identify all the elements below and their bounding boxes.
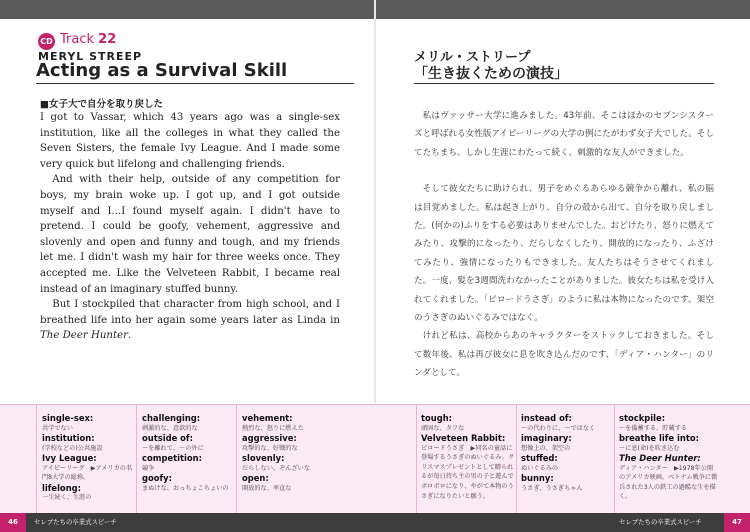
- glossary-definition: まぬけな、おっちょこちょいの: [142, 484, 229, 492]
- glossary-definition: ぬいぐるみの: [521, 464, 559, 472]
- track-label: Track: [60, 32, 95, 47]
- glossary-definition: 競争: [142, 464, 155, 472]
- english-paragraph-3-end: .: [127, 330, 132, 342]
- glossary-definition: 開放的な、率直な: [242, 484, 292, 492]
- glossary-definition: ～を離れて、～の外に: [142, 444, 204, 452]
- glossary-separator: [416, 405, 417, 514]
- glossary-term: competition:: [142, 453, 202, 464]
- glossary-term: goofy:: [142, 473, 172, 484]
- japanese-paragraph-2: そして彼女たちに助けられ、男子をめぐるあらゆる競争から離れ、私の脳は目覚めました。私は起き上がり、自分の殻から出て、自分を取り戻しました。(何かの)ふりをする必要はありませんでした。おどけたり、怒りに燃えてみたり、攻撃的になったり、だらしなくしたり、開放的になったり、ふざけてみたり、強情になったりもできました。友人たちはそうさせてくれました。一度、髪を3週間洗わなかったことがありました。彼女たちは私を受け入れてくれました。「ビロードうさぎ」のように私は本物になったのです。架空のうさぎのぬいぐるみではなく。: [414, 184, 714, 324]
- running-title-right: セレブたちの卒業式スピーチ: [619, 518, 702, 526]
- glossary-panel: [0, 404, 750, 514]
- section-heading: ■女子大で自分を取り戻した: [40, 99, 163, 110]
- glossary-term: stockpile:: [619, 413, 666, 423]
- glossary-term: tough:: [421, 413, 453, 423]
- english-paragraph-1: I got to Vassar, which 43 years ago was a single-sex institution, like all the colleges in what they called the Seven Sisters, the female Ivy League. And I made some very quick but lifelong and challenging friends.: [40, 112, 340, 170]
- film-title: The Deer Hunter: [40, 330, 128, 342]
- glossary-term: instead of:: [521, 413, 572, 423]
- title-divider-jp: [414, 83, 714, 84]
- speaker-name: MERYL STREEP: [38, 50, 143, 63]
- glossary-definition: ～に息(命)を吹き込む: [619, 444, 680, 452]
- track-indicator: [60, 32, 116, 47]
- glossary-term: The Deer Hunter:: [619, 453, 701, 464]
- glossary-definition: (学校などの)公共施設: [42, 444, 103, 452]
- glossary-term: vehement:: [242, 413, 293, 423]
- glossary-definition: うさぎ、うさぎちゃん: [521, 484, 583, 492]
- japanese-translation: [414, 107, 714, 383]
- running-title-left: セレブたちの卒業式スピーチ: [34, 518, 117, 526]
- glossary-definition: 一生続く、生涯の: [42, 494, 92, 502]
- glossary-term: challenging:: [142, 413, 201, 423]
- glossary-definition: アイビーリーグ ▶アメリカの名門8大学の総称。: [42, 464, 133, 482]
- glossary-separator: [516, 405, 517, 514]
- glossary-column-4: [421, 413, 515, 501]
- english-text: [40, 110, 340, 344]
- glossary-term: Velveteen Rabbit:: [421, 433, 506, 444]
- english-paragraph-2: And with their help, outside of any competition for boys, my brain woke up. I got up, and I got outside myself and I...I found myself again. I didn't have to pretend. I could be goofy, vehement, aggressive and slovenly and open and funny and tough, and my friends let me. I didn't wash my hair for three weeks once. They accepted me. Like the Velveteen Rabbit, I became real instead of an imaginary stuffed bunny.: [40, 174, 340, 295]
- cd-icon: CD: [38, 33, 55, 50]
- glossary-definition: 熱烈な、怒りに燃えた: [242, 424, 304, 432]
- glossary-term: outside of:: [142, 433, 193, 444]
- english-paragraph-3: [40, 297, 340, 344]
- glossary-definition: ～を備蓄する、貯蔵する: [619, 424, 688, 432]
- speaker-name-jp: メリル・ストリープ: [414, 50, 531, 65]
- glossary-definition: だらしない、ぞんざいな: [242, 464, 311, 472]
- glossary-column-5: [521, 413, 615, 493]
- title-divider: [36, 83, 354, 84]
- glossary-definition: 想像上の、架空の: [521, 444, 571, 452]
- glossary-definition: 攻撃的な、好戦的な: [242, 444, 298, 452]
- glossary-term: Ivy League:: [42, 453, 97, 464]
- glossary-term: imaginary:: [521, 433, 572, 444]
- english-paragraph-3-text: But I stockpiled that character from high school, and I breathed life into her again some years later as Linda in: [40, 299, 340, 326]
- glossary-column-6: [619, 413, 719, 502]
- glossary-term: stuffed:: [521, 453, 558, 464]
- page-number-right: 47: [724, 513, 750, 532]
- page-number-left: 46: [0, 513, 26, 532]
- glossary-definition: ビロードうさぎ ▶同名の童話に登場するうさぎのぬいぐるみ。クリスマスプレゼントとして贈られるが毎日持ち主の男の子と遊んでボロボロになり、やがて本物のうさぎになりたいと願う。: [421, 444, 515, 500]
- glossary-term: institution:: [42, 433, 95, 444]
- glossary-column-1: [42, 413, 136, 503]
- track-number: 22: [98, 32, 117, 47]
- glossary-definition: 頑固な、タフな: [421, 424, 465, 432]
- glossary-term: single-sex:: [42, 413, 94, 423]
- glossary-definition: ～の代わりに、～ではなく: [521, 424, 596, 432]
- glossary-definition: 共学でない: [42, 424, 73, 432]
- speech-title: Acting as a Survival Skill: [36, 60, 288, 81]
- glossary-term: bunny:: [521, 473, 554, 484]
- glossary-separator: [36, 405, 37, 514]
- glossary-separator: [236, 405, 237, 514]
- glossary-term: slovenly:: [242, 453, 285, 464]
- glossary-column-2: [142, 413, 236, 493]
- glossary-term: lifelong:: [42, 482, 81, 493]
- glossary-term: aggressive:: [242, 433, 297, 444]
- glossary-definition: 刺激的な、意欲的な: [142, 424, 198, 432]
- glossary-definition: ディア・ハンター ▶1978年公開のアメリカ映画。ベトナム戦争に徴兵された3人の鉄工の過酷な生を描く。: [619, 464, 718, 501]
- japanese-paragraph-1: 私はヴァッサー大学に進みました。43年前、そこはほかのセブンシスターズと呼ばれる女性版アイビーリーグの大学の例にたがわず女子大でした。そしてたちまち、しかし生涯にわたって続く、刺激的な友人ができました。: [414, 111, 714, 158]
- glossary-term: breathe life into:: [619, 433, 699, 444]
- japanese-paragraph-3: けれど私は、高校からあのキャラクターをストックしておきました。そして数年後、私は再び彼女に息を吹き込んだのです、「ディア・ハンター」のリンダとして。: [414, 331, 714, 379]
- speech-title-jp: 「生き抜くための演技」: [414, 66, 568, 82]
- glossary-term: open:: [242, 473, 269, 484]
- glossary-separator: [136, 405, 137, 514]
- glossary-column-3: [242, 413, 336, 493]
